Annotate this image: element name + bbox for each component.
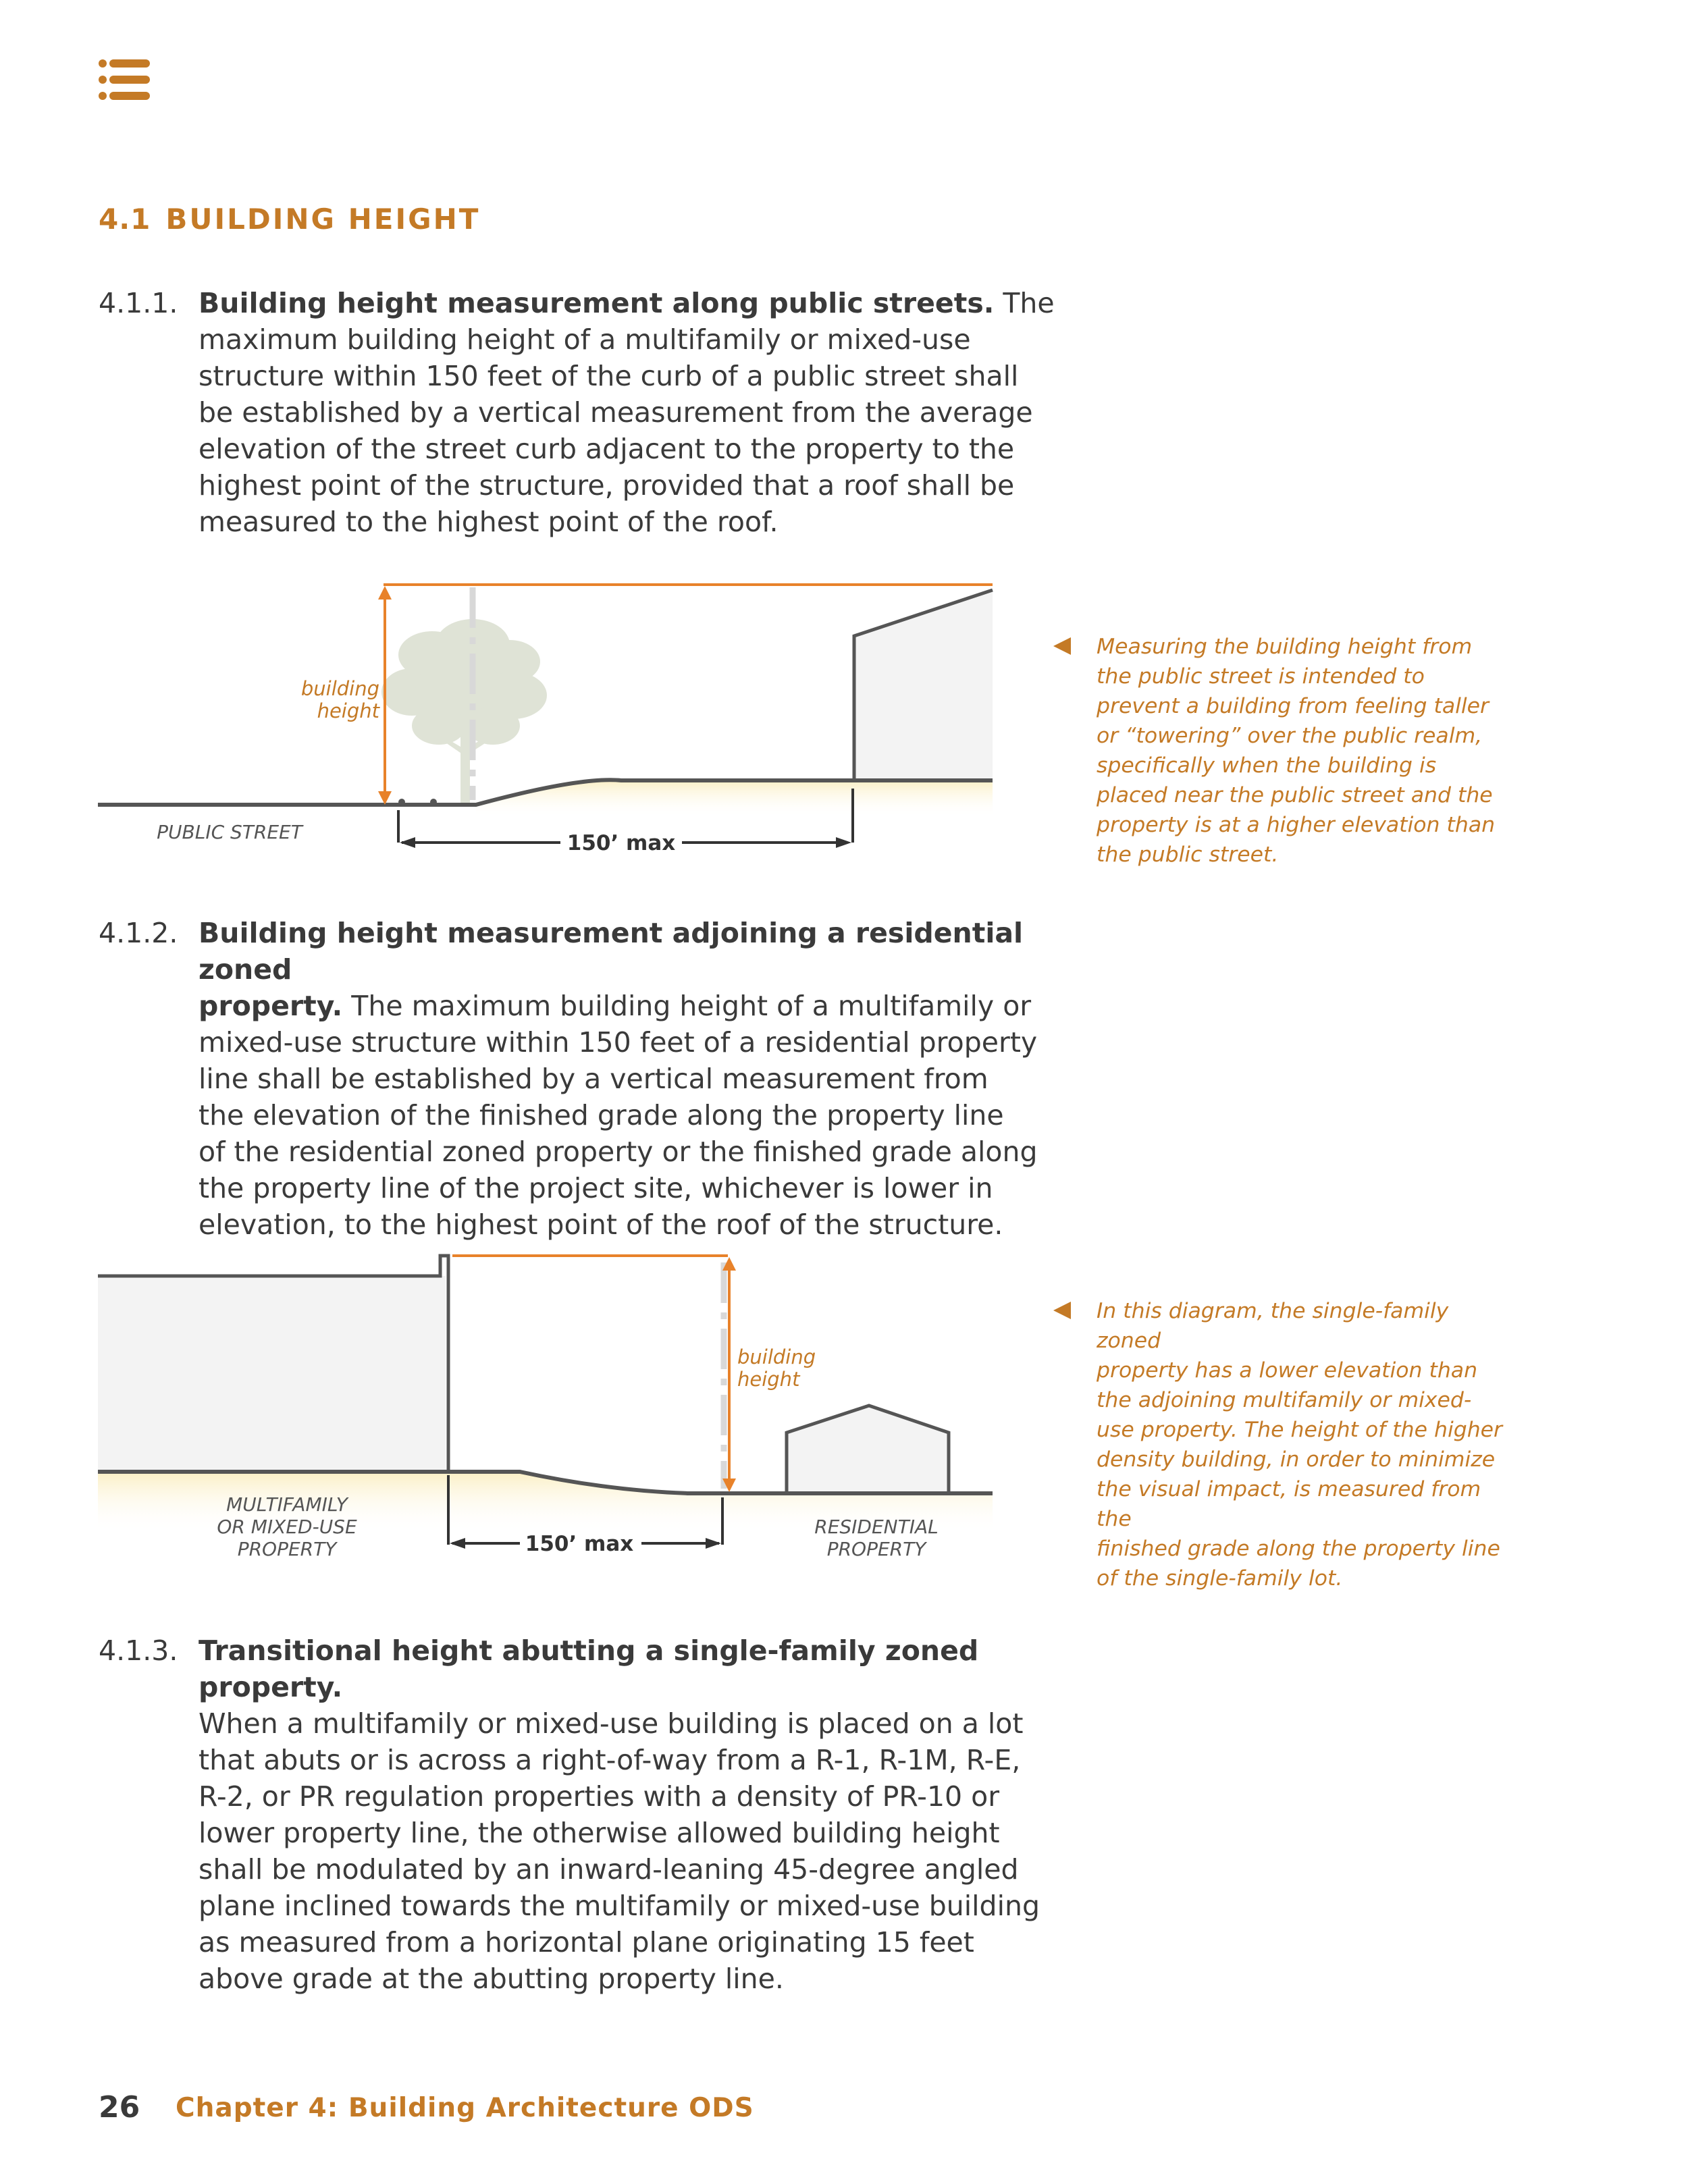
house-outline xyxy=(787,1406,949,1493)
note-line: Measuring the building height from xyxy=(1097,635,1473,659)
clause-line: above grade at the abutting property line. xyxy=(199,1963,784,1995)
section-number: 4.1 xyxy=(99,203,151,236)
clause-line: of the residential zoned property or the finished grade along xyxy=(199,1136,1038,1168)
street-height-diagram xyxy=(95,581,999,878)
clause-line: as measured from a horizontal plane originating 15 feet xyxy=(199,1926,974,1959)
clause-line: structure within 150 feet of the curb of a public street shall xyxy=(199,360,1019,392)
residential-height-diagram xyxy=(95,1242,999,1560)
note-line: the visual impact, is measured from the xyxy=(1097,1477,1481,1531)
height-label: building xyxy=(737,1346,816,1368)
clause-line: measured to the highest point of the roof. xyxy=(199,506,779,538)
street-label: PUBLIC STREET xyxy=(157,821,302,843)
clause-body xyxy=(199,915,1097,1243)
section-heading xyxy=(99,203,480,236)
note-line: density building, in order to minimize xyxy=(1097,1447,1496,1472)
arrow-left-icon xyxy=(450,1538,465,1549)
clause-line: R-2, or PR regulation properties with a density of PR-10 or xyxy=(199,1780,1000,1813)
clause-line: line shall be established by a vertical measurement from xyxy=(199,1063,988,1095)
clause-line: maximum building height of a multifamily or mixed-use xyxy=(199,323,971,356)
clause-line: the elevation of the finished grade along the property line xyxy=(199,1099,1004,1131)
section-title: BUILDING HEIGHT xyxy=(165,203,481,236)
arrow-right-icon xyxy=(706,1538,721,1549)
building-fill xyxy=(854,590,993,780)
height-label: height xyxy=(317,699,379,722)
note-line: property has a lower elevation than xyxy=(1097,1358,1478,1383)
building-fill xyxy=(98,1276,446,1472)
note-line: use property. The height of the higher xyxy=(1097,1418,1502,1442)
property-label: PROPERTY xyxy=(237,1538,337,1560)
clause-body xyxy=(199,1632,1097,1997)
clause-line: lower property line, the otherwise allowed building height xyxy=(199,1817,1000,1849)
left-triangle-icon xyxy=(1053,1302,1071,1319)
clause-line: When a multifamily or mixed-use building is placed on a lot xyxy=(199,1707,1024,1740)
clause-line: mixed-use structure within 150 feet of a residential property xyxy=(199,1026,1038,1059)
chapter-title: Chapter 4: Building Architecture ODS xyxy=(176,2093,754,2123)
property-label: MULTIFAMILY xyxy=(226,1493,348,1516)
clause-line: The xyxy=(994,287,1055,319)
clause-line: be established by a vertical measurement from the average xyxy=(199,396,1033,429)
property-label: OR MIXED-USE xyxy=(217,1516,357,1538)
height-label: height xyxy=(737,1368,800,1391)
clause-heading: Building height measurement along public streets. xyxy=(199,287,995,319)
clause-line: elevation of the street curb adjacent to the property to the xyxy=(199,433,1015,465)
note-line: In this diagram, the single-family zoned xyxy=(1097,1299,1449,1353)
clause-4-1-1 xyxy=(99,285,1055,541)
arrow-up-icon xyxy=(378,586,392,600)
clause-heading: Transitional height abutting a single-family zoned property. xyxy=(199,1634,979,1703)
clause-line: highest point of the structure, provided that a roof shall be xyxy=(199,469,1015,502)
dimension-label: 150’ max xyxy=(525,1532,634,1556)
clause-line: that abuts or is across a right-of-way from a R-1, R-1M, R-E, xyxy=(199,1744,1021,1776)
dimension-label: 150’ max xyxy=(566,831,676,855)
note-line: the adjoining multifamily or mixed- xyxy=(1097,1388,1472,1412)
sidebar-note xyxy=(1053,632,1519,875)
clause-4-1-3 xyxy=(99,1632,1040,1995)
note-line: placed near the public street and the xyxy=(1097,783,1493,807)
note-line: the public street is intended to xyxy=(1097,664,1425,689)
clause-line: elevation, to the highest point of the roof of the structure. xyxy=(199,1208,1003,1241)
height-label: building xyxy=(300,677,379,700)
clause-number: 4.1.2. xyxy=(99,917,178,949)
note-line: finished grade along the property line xyxy=(1097,1537,1500,1561)
clause-line: The maximum building height of a multifamily or xyxy=(342,990,1032,1022)
note-line: property is at a higher elevation than xyxy=(1097,813,1496,837)
clause-4-1-2 xyxy=(99,915,1038,1241)
clause-line: plane inclined towards the multifamily or mixed-use building xyxy=(199,1890,1040,1922)
arrow-left-icon xyxy=(400,837,415,848)
clause-number: 4.1.3. xyxy=(99,1634,178,1667)
clause-body xyxy=(199,285,1097,540)
tree-icon xyxy=(381,619,547,803)
note-line: or “towering” over the public realm, xyxy=(1097,724,1483,748)
note-line: of the single-family lot. xyxy=(1097,1566,1343,1591)
clause-heading: property. xyxy=(199,990,343,1022)
list-menu-icon[interactable] xyxy=(99,58,151,101)
note-line: prevent a building from feeling taller xyxy=(1097,694,1489,718)
sidebar-note xyxy=(1053,1296,1519,1591)
clause-number: 4.1.1. xyxy=(99,287,178,319)
page-number: 26 xyxy=(99,2090,140,2125)
clause-line: the property line of the project site, whichever is lower in xyxy=(199,1172,993,1204)
property-label: PROPERTY xyxy=(826,1538,926,1560)
note-line: the public street. xyxy=(1097,843,1279,867)
note-line: specifically when the building is xyxy=(1097,753,1437,778)
left-triangle-icon xyxy=(1053,637,1071,655)
clause-heading: Building height measurement adjoining a residential zoned xyxy=(199,917,1024,986)
arrow-right-icon xyxy=(836,837,851,848)
property-label: RESIDENTIAL xyxy=(814,1516,939,1538)
clause-line: shall be modulated by an inward-leaning 45-degree angled xyxy=(199,1853,1019,1886)
